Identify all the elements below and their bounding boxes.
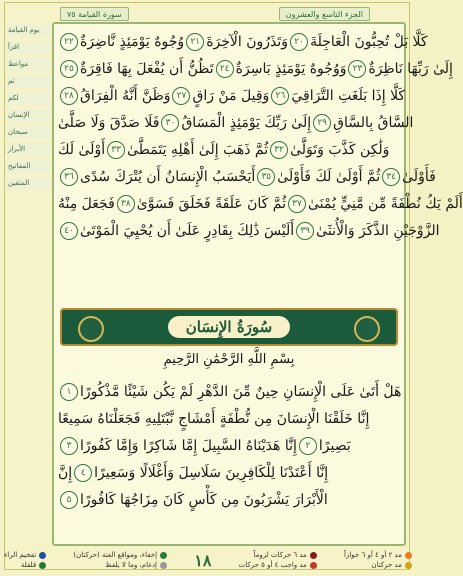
color-dot-icon xyxy=(160,562,167,569)
verse-line xyxy=(58,57,453,81)
verse-text: إِنَّا أَعْتَدْنَا لِلْكَافِرِينَ سَلَاسِلَ وَأَغْلَالًا وَسَعِيرًا xyxy=(94,465,329,481)
margin-note: الأبرار xyxy=(6,143,50,156)
ayah-marker: ٢٣ xyxy=(348,60,366,78)
verse-text: الْأَبْرَارَ يَشْرَبُونَ مِن كَأْسٍ كَانَ مِزَاجُهَا كَافُورًا xyxy=(80,492,328,508)
legend-label: تفخيم الراء xyxy=(4,551,37,559)
ayah-marker: ٢٧ xyxy=(172,87,190,105)
verse-line xyxy=(58,434,400,458)
tajweed-legend-mid xyxy=(73,551,167,569)
verse-line xyxy=(58,488,400,512)
legend-label: مد ٢ أو ٤ أو ٦ جوازاً xyxy=(344,551,402,559)
verse-line xyxy=(58,219,440,243)
legend-item xyxy=(4,551,46,559)
verses-bottom xyxy=(58,380,400,515)
margin-note: المفاتيح xyxy=(6,160,50,173)
verse-text: كَلَّا إِذَا بَلَغَتِ التَّرَاقِيَ xyxy=(291,88,406,104)
verse-text: أَلَمْ يَكُ نُطْفَةً مِّن مَّنِيٍّ يُمْنَىٰ xyxy=(307,196,463,212)
ayah-marker: ١ xyxy=(60,383,78,401)
verse-text: تَظُنُّ أَن يُفْعَلَ بِهَا فَاقِرَةٌ xyxy=(80,61,214,77)
ayah-marker: ٢٦ xyxy=(271,87,289,105)
color-dot-icon xyxy=(405,562,412,569)
ayah-marker: ٣٠ xyxy=(161,114,179,132)
ayah-marker: ٥ xyxy=(60,491,78,509)
verse-line xyxy=(58,30,428,54)
color-dot-icon xyxy=(405,552,412,559)
ayah-marker: ٤٠ xyxy=(60,222,78,240)
ayah-marker: ٣٦ xyxy=(60,168,78,186)
verse-text: كَلَّا بَلْ تُحِبُّونَ الْعَاجِلَةَ xyxy=(310,34,428,50)
verse-text: وَقِيلَ مَنْ رَاقٍ xyxy=(192,88,270,104)
ayah-marker: ٣٢ xyxy=(270,141,288,159)
ornament-icon xyxy=(354,316,380,342)
ayah-marker: ٣٩ xyxy=(296,222,314,240)
tajweed-legend-left xyxy=(4,551,46,569)
verse-line xyxy=(58,138,400,162)
ayah-marker: ٢٤ xyxy=(216,60,234,78)
ayah-marker: ٢٩ xyxy=(313,114,331,132)
margin-notes xyxy=(6,24,50,544)
verse-line xyxy=(58,165,436,189)
legend-label: إدغام، وما لا يلفظ xyxy=(105,561,158,569)
verse-text: بَصِيرًا xyxy=(318,438,351,454)
color-dot-icon xyxy=(310,562,317,569)
verse-text: أَيَحْسَبُ الْإِنسَانُ أَن يُتْرَكَ سُدًى xyxy=(80,169,256,185)
legend-label: مد ٦ حركات لزوماً xyxy=(253,551,307,559)
verse-text: فَلَا صَدَّقَ وَلَا صَلَّىٰ xyxy=(58,115,160,131)
ayah-marker: ٢ xyxy=(299,437,317,455)
verse-text: إِنَّا خَلَقْنَا الْإِنسَانَ مِن نُّطْفَةٍ أَمْشَاجٍ نَّبْتَلِيهِ فَجَعَلْنَاهُ سَمِيعًا xyxy=(58,411,370,427)
ayah-marker: ٢١ xyxy=(186,33,204,51)
verse-text: إِلَىٰ رَبِّكَ يَوْمَئِذٍ الْمَسَاقُ xyxy=(181,115,312,131)
legend-item xyxy=(344,551,412,559)
verse-text: هَلْ أَتَىٰ عَلَى الْإِنسَانِ حِينٌ مِّنَ الدَّهْرِ لَمْ يَكُن شَيْئًا مَّذْكُورًا xyxy=(80,384,402,400)
legend-item xyxy=(4,561,46,569)
verse-text: أَوْلَىٰ لَكَ xyxy=(58,142,106,158)
margin-note: مواعظ xyxy=(6,58,50,71)
basmala: بِسْمِ اللَّهِ الرَّحْمَٰنِ الرَّحِيمِ xyxy=(163,352,295,367)
verse-text: فَأَوْلَىٰ xyxy=(402,169,436,185)
page-footer xyxy=(4,546,412,574)
verse-text: فَجَعَلَ مِنْهُ xyxy=(58,196,115,212)
color-dot-icon xyxy=(39,552,46,559)
verse-text: إِنَّ xyxy=(58,465,73,481)
juz-header: الجزء التاسع والعشرون xyxy=(279,7,370,21)
color-dot-icon xyxy=(310,552,317,559)
ayah-marker: ٢٨ xyxy=(60,87,78,105)
legend-label: مد حركتان xyxy=(371,561,402,569)
ayah-marker: ٣ xyxy=(60,437,78,455)
margin-note: لكم xyxy=(6,92,50,105)
ornament-icon xyxy=(78,316,104,342)
verse-line xyxy=(58,380,400,404)
ayah-marker: ٣٥ xyxy=(257,168,275,186)
verse-line xyxy=(58,111,414,135)
margin-note: ثم xyxy=(6,75,50,88)
margin-note: يوم القيامة xyxy=(6,24,50,37)
verse-text: ثُمَّ كَانَ عَلَقَةً فَخَلَقَ فَسَوَّىٰ xyxy=(136,196,286,212)
margin-note: المتقين xyxy=(6,177,50,190)
verse-line xyxy=(58,84,406,108)
legend-item xyxy=(344,561,412,569)
verse-text: إِنَّا هَدَيْنَاهُ السَّبِيلَ إِمَّا شَاكِرًا وَإِمَّا كَفُورًا xyxy=(80,438,297,454)
ayah-marker: ٢٥ xyxy=(60,60,78,78)
surah-title: سُورَةُ الإِنسَان xyxy=(168,316,291,338)
color-dot-icon xyxy=(39,562,46,569)
verse-text: أَلَيْسَ ذَٰلِكَ بِقَادِرٍ عَلَىٰ أَن يُحْيِيَ الْمَوْتَىٰ xyxy=(80,223,295,239)
ayah-marker: ٤ xyxy=(74,464,92,482)
ayah-marker: ٣٣ xyxy=(107,141,125,159)
ayah-marker: ٣٨ xyxy=(117,195,135,213)
ayah-marker: ٣٧ xyxy=(288,195,306,213)
legend-label: مد واجب ٤ أو ٥ حركات xyxy=(238,561,307,569)
verse-text: إِلَىٰ رَبِّهَا نَاظِرَةٌ xyxy=(368,61,453,77)
page-number: ١٨ xyxy=(194,550,212,570)
verse-line xyxy=(58,192,463,216)
legend-label: إخفاء، ومواقع الغنة (حركتان) xyxy=(73,551,158,559)
verses-top xyxy=(58,30,463,246)
surah-header: سورة القيامة ٧٥ xyxy=(60,7,129,21)
color-dot-icon xyxy=(160,552,167,559)
verse-text: وَتَذَرُونَ الْآخِرَةَ xyxy=(206,34,289,50)
legend-item xyxy=(73,551,167,559)
verse-text: ثُمَّ أَوْلَىٰ لَكَ فَأَوْلَىٰ xyxy=(277,169,381,185)
verse-text: وُجُوهٌ يَوْمَئِذٍ نَّاضِرَةٌ xyxy=(80,34,185,50)
verse-text: وَوُجُوهٌ يَوْمَئِذٍ بَاسِرَةٌ xyxy=(235,61,347,77)
margin-note: الإنسان xyxy=(6,109,50,122)
ayah-marker: ٣٤ xyxy=(382,168,400,186)
verse-line xyxy=(58,407,400,431)
verse-text: الزَّوْجَيْنِ الذَّكَرَ وَالْأُنثَىٰ xyxy=(316,223,440,239)
surah-banner xyxy=(60,308,398,346)
verse-text: السَّاقُ بِالسَّاقِ xyxy=(333,115,414,131)
legend-label: قلقلة xyxy=(20,561,37,569)
verse-line xyxy=(58,461,400,485)
margin-note: اقرأ xyxy=(6,41,50,54)
legend-item xyxy=(239,561,317,569)
legend-item xyxy=(73,561,167,569)
tajweed-legend-far-right xyxy=(344,551,412,569)
legend-item xyxy=(239,551,317,559)
ayah-marker: ٢٢ xyxy=(60,33,78,51)
verse-text: وَلَٰكِن كَذَّبَ وَتَوَلَّىٰ xyxy=(290,142,390,158)
verse-text: ثُمَّ ذَهَبَ إِلَىٰ أَهْلِهِ يَتَمَطَّىٰ xyxy=(127,142,269,158)
tajweed-legend-right xyxy=(239,551,317,569)
page-header xyxy=(60,6,370,22)
margin-note: سبحان xyxy=(6,126,50,139)
ayah-marker: ٢٠ xyxy=(290,33,308,51)
verse-text: وَظَنَّ أَنَّهُ الْفِرَاقُ xyxy=(80,88,171,104)
